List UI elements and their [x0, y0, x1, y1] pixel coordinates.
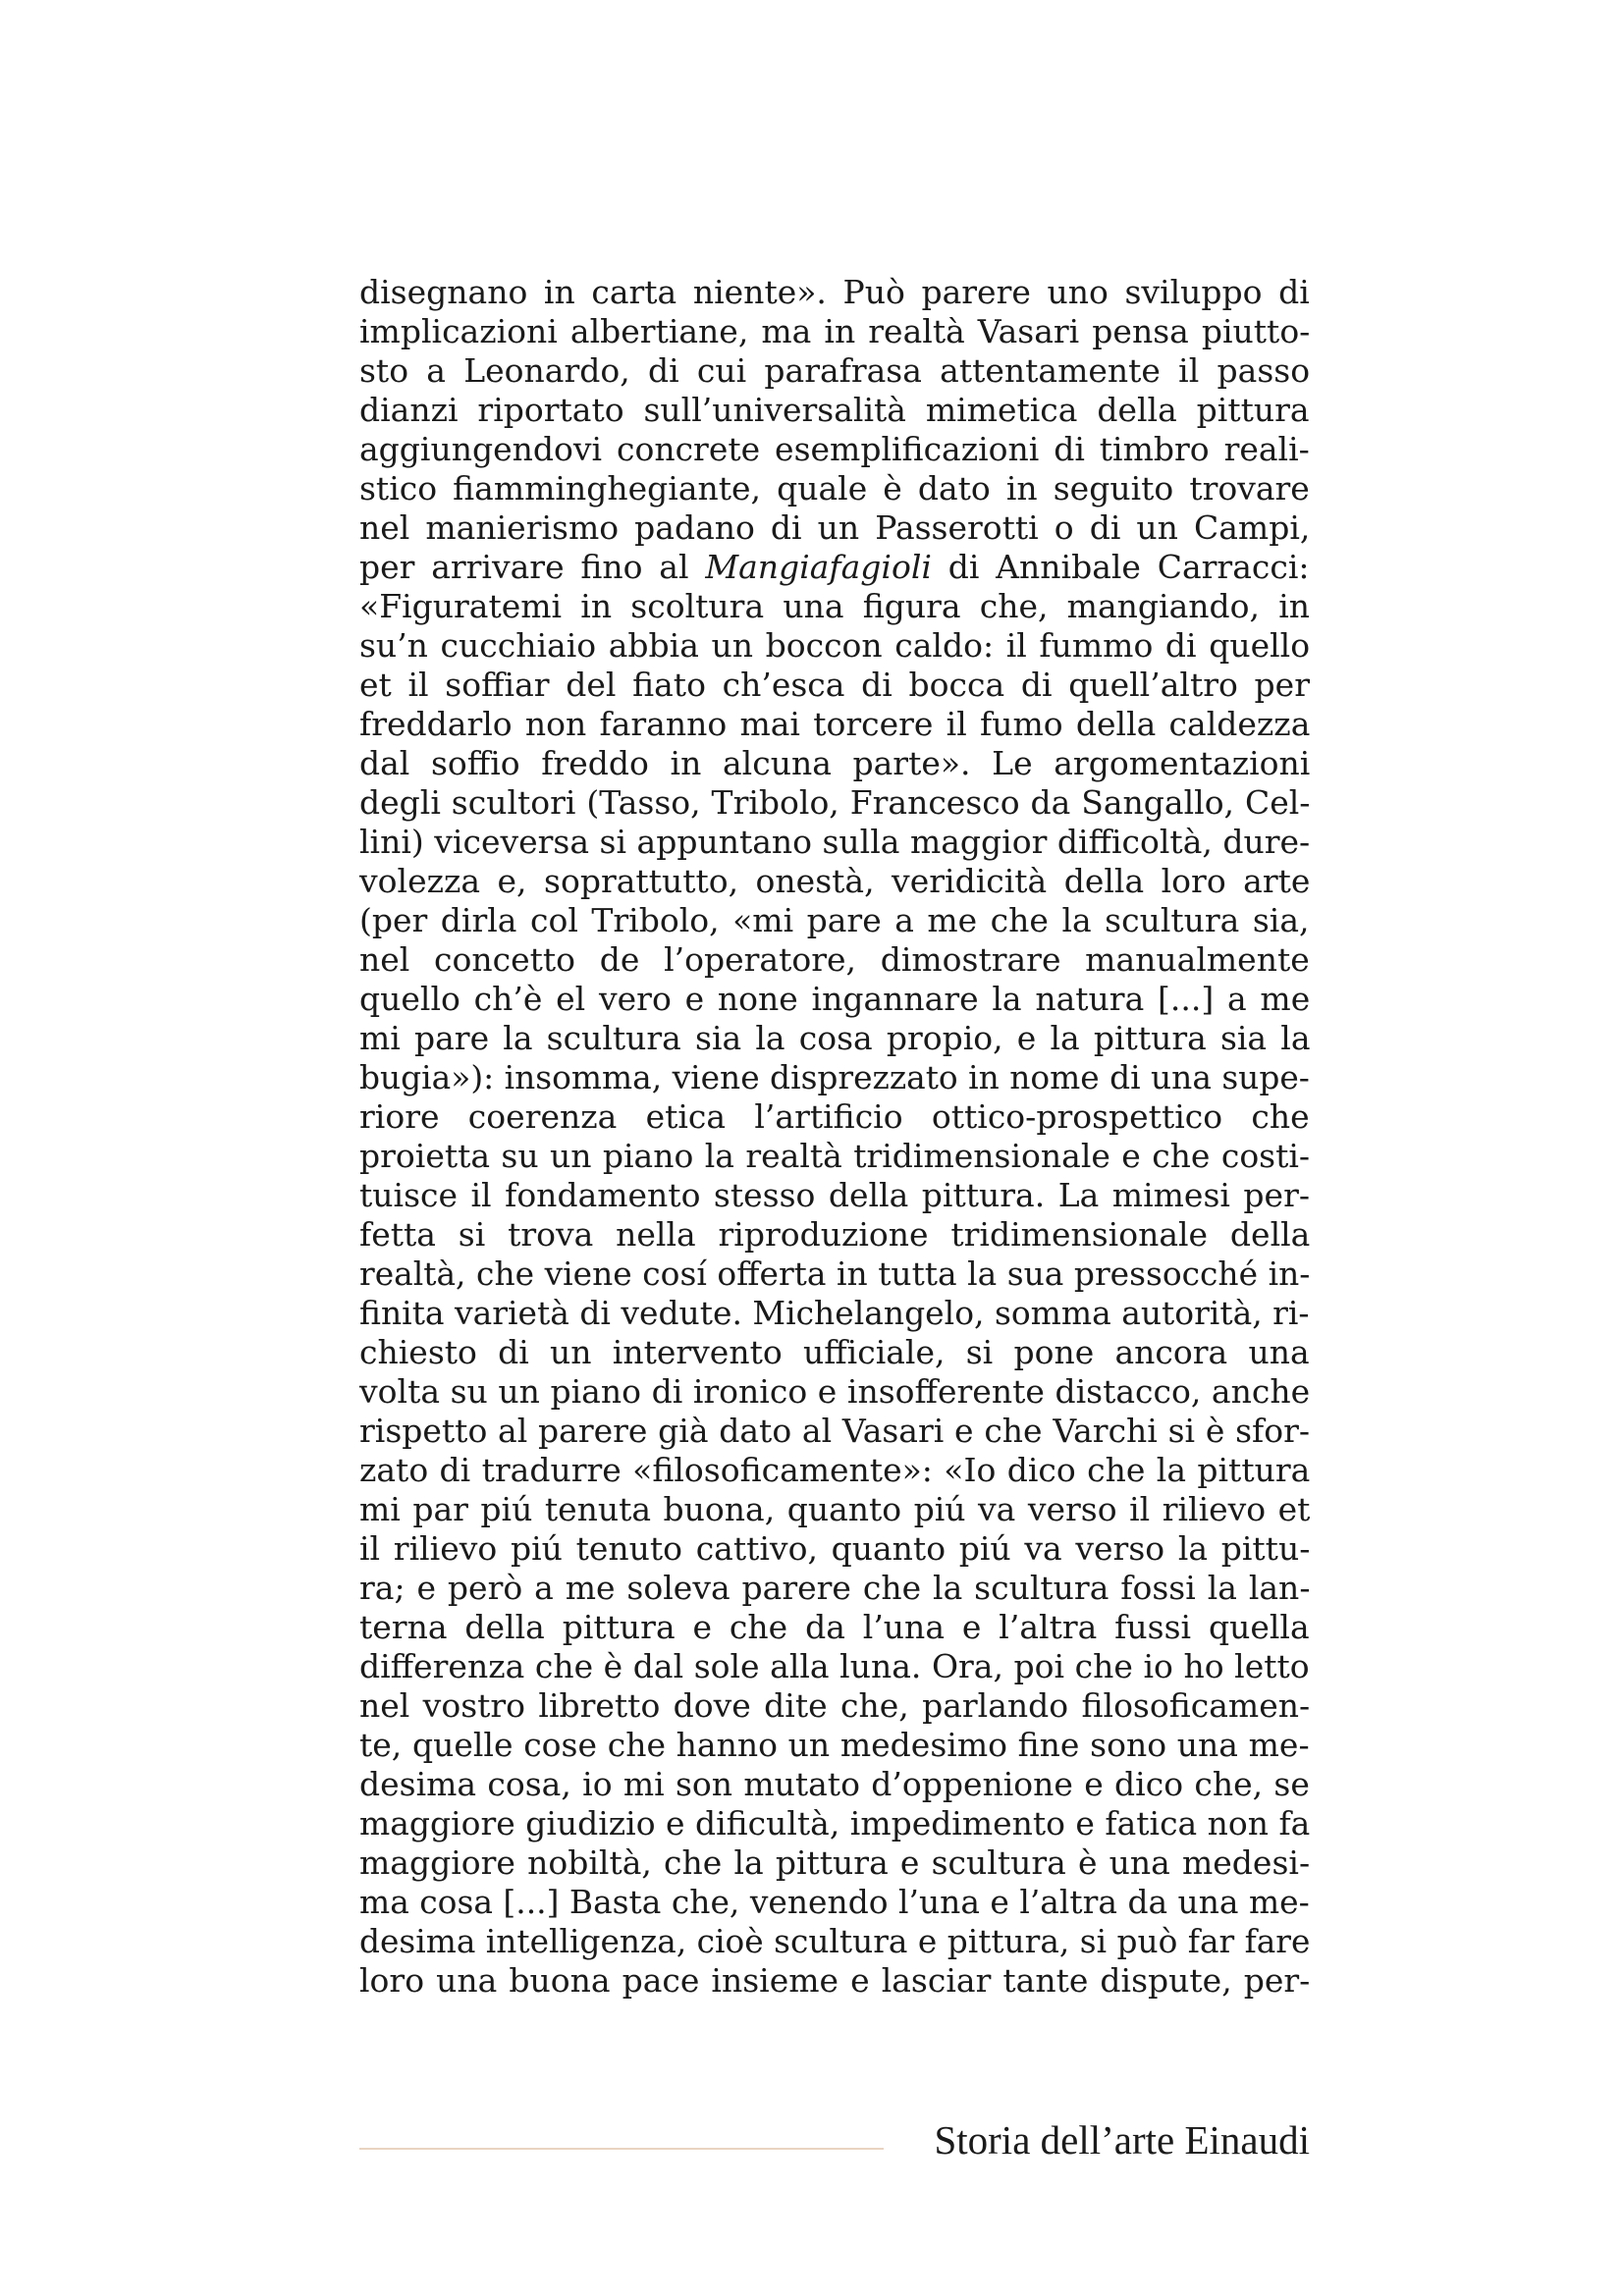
text-line: nel vostro libretto dove dite che, parlando filosoficamen- [359, 1686, 1311, 1725]
text-line: te, quelle cose che hanno un medesimo fine sono una me- [359, 1726, 1310, 1764]
text-line: degli scultori (Tasso, Tribolo, Francesco da Sangallo, Cel- [359, 783, 1311, 822]
italic-title: Mangiafagioli [705, 548, 932, 586]
text-line [359, 548, 1310, 587]
footer-rule [359, 2148, 884, 2150]
text-line: nel manierismo padano di un Passerotti o di un Campi, [359, 508, 1311, 547]
text-line: dianzi riportato sull’universalità mimetica della pittura [359, 391, 1310, 429]
text-line: rispetto al parere già dato al Vasari e che Varchi si è sfor- [359, 1412, 1311, 1450]
text-segment: per arrivare fino al [359, 548, 706, 586]
text-line: implicazioni albertiane, ma in realtà Vasari pensa piutto- [359, 312, 1311, 350]
text-line: mi pare la scultura sia la cosa propio, e la pittura sia la [359, 1019, 1311, 1057]
text-line: fetta si trova nella riproduzione tridimensionale della [359, 1215, 1311, 1254]
text-line: lini) viceversa si appuntano sulla maggior difficoltà, dure- [359, 823, 1311, 861]
text-segment: di Annibale Carracci: [931, 548, 1310, 586]
text-line: dal soffio freddo in alcuna parte». Le argomentazioni [359, 744, 1311, 782]
text-line: finita varietà di vedute. Michelangelo, somma autorità, ri- [359, 1294, 1310, 1332]
text-line: (per dirla col Tribolo, «mi pare a me che la scultura sia, [359, 901, 1310, 939]
text-line: chiesto di un intervento ufficiale, si pone ancora una [359, 1333, 1310, 1371]
text-line: riore coerenza etica l’artificio ottico-prospettico che [359, 1097, 1310, 1136]
text-line: desima intelligenza, cioè scultura e pittura, si può far fare [359, 1923, 1311, 1960]
text-line: volta su un piano di ironico e insofferente distacco, anche [359, 1372, 1311, 1411]
text-line: ra; e però a me soleva parere che la scultura fossi la lan- [359, 1569, 1311, 1607]
footer-title: Storia dell’arte Einaudi [934, 2117, 1310, 2163]
text-line: differenza che è dal sole alla luna. Ora, poi che io ho letto [359, 1647, 1310, 1685]
text-line: quello ch’è el vero e none ingannare la natura [...] a me [359, 980, 1311, 1018]
text-line: realtà, che viene cosí offerta in tutta la sua pressocché in- [359, 1255, 1311, 1293]
text-line: su’n cucchiaio abbia un boccon caldo: il fummo di quello [359, 626, 1311, 665]
text-line: zato di tradurre «filosoficamente»: «Io dico che la pittura [359, 1451, 1311, 1489]
text-line: loro una buona pace insieme e lasciar tante dispute, per- [359, 1961, 1311, 2000]
text-line: tuisce il fondamento stesso della pittura. La mimesi per- [359, 1176, 1310, 1214]
text-line: desima cosa, io mi son mutato d’oppenione e dico che, se [359, 1765, 1310, 1803]
text-line: maggiore nobiltà, che la pittura e scultura è una medesi- [359, 1843, 1311, 1882]
text-line: sto a Leonardo, di cui parafrasa attentamente il passo [359, 351, 1311, 390]
text-line: mi par piú tenuta buona, quanto piú va verso il rilievo et [359, 1490, 1311, 1528]
text-line: volezza e, soprattutto, onestà, veridicità della loro arte [359, 862, 1311, 900]
page-footer [359, 2110, 1310, 2169]
text-line: freddarlo non faranno mai torcere il fumo della caldezza [359, 705, 1311, 743]
text-line: disegnano in carta niente». Può parere uno sviluppo di [359, 273, 1310, 311]
text-line: «Figuratemi in scoltura una figura che, mangiando, in [359, 587, 1311, 625]
text-line: aggiungendovi concrete esemplificazioni di timbro reali- [359, 430, 1310, 468]
text-line: stico fiamminghegiante, quale è dato in seguito trovare [359, 469, 1310, 507]
body-text [359, 273, 1310, 2001]
text-line: proietta su un piano la realtà tridimensionale e che costi- [359, 1137, 1311, 1175]
text-line: et il soffiar del fiato ch’esca di bocca di quell’altro per [359, 666, 1310, 704]
text-line: bugia»): insomma, viene disprezzato in nome di una supe- [359, 1059, 1310, 1096]
text-line: maggiore giudizio e dificultà, impedimento e fatica non fa [359, 1804, 1311, 1842]
text-line: il rilievo piú tenuto cattivo, quanto piú va verso la pittu- [359, 1529, 1311, 1568]
text-line: nel concetto de l’operatore, dimostrare manualmente [359, 940, 1310, 979]
text-line: ma cosa [...] Basta che, venendo l’una e l’altra da una me- [359, 1883, 1310, 1921]
text-line: terna della pittura e che da l’una e l’altra fussi quella [359, 1608, 1310, 1646]
